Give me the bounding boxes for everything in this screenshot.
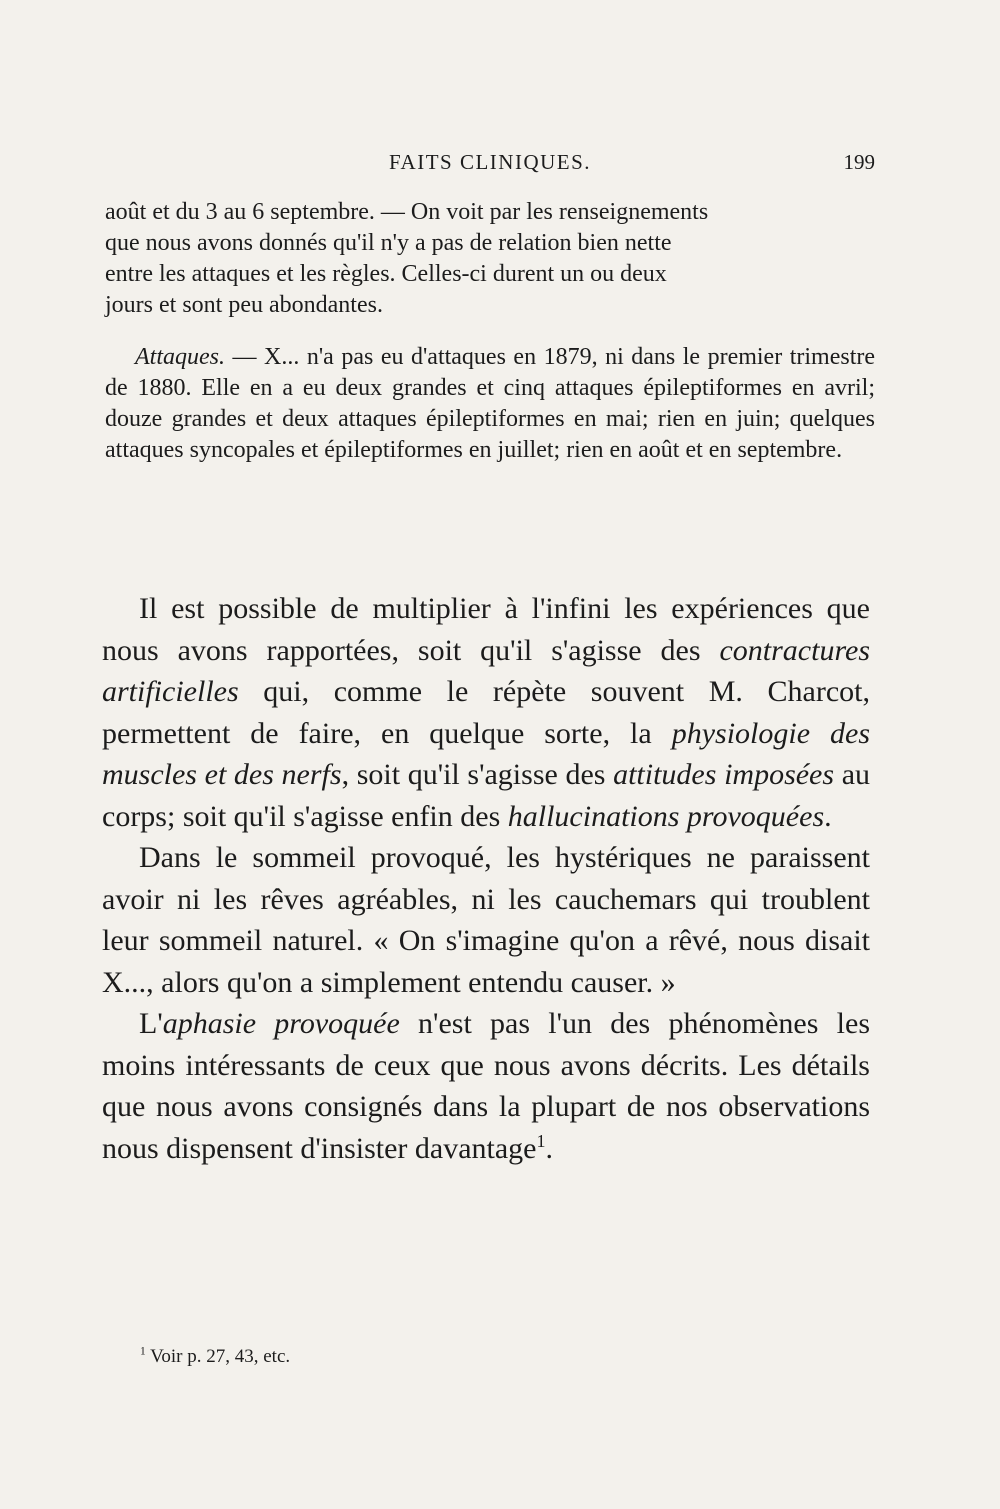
text-run: , soit qu'il s'agisse des	[341, 758, 614, 791]
footnote	[140, 1346, 290, 1368]
emphasis: aphasie provoquée	[162, 1007, 400, 1040]
text-line: jours et sont peu abondantes.	[105, 292, 383, 318]
paragraph-aphasie	[102, 1003, 870, 1169]
text-run: L'	[139, 1007, 163, 1040]
footnote-text: Voir p. 27, 43, etc.	[145, 1346, 291, 1367]
emphasis: contractures artificielles	[102, 633, 870, 708]
text-run: n'est pas l'un des phénomènes les moins intéressants de ceux que nous avons décrits. Les détails que nous avons consignés dans la plupart de nos observations nous dispensent d'insister davantage	[102, 1007, 870, 1165]
attaques-body: — X... n'a pas eu d'attaques en 1879, ni dans le premier trimestre de 1880. Elle en a eu deux grandes et cinq attaques épileptiformes en avril; douze grandes et deux attaques épileptiformes en mai; rien en juin; quelques attaques syncopales et épileptiformes en juillet; rien en août et en septembre.	[105, 344, 875, 463]
text-line: août et du 3 au 6 septembre. — On voit par les renseignements	[105, 199, 709, 225]
running-header	[105, 150, 875, 186]
text-line: entre les attaques et les règles. Celles-ci durent un ou deux	[105, 261, 667, 287]
text-run: Il est possible de multiplier à l'infini les expériences que nous avons rapportées, soit qu'il s'agisse des	[102, 592, 870, 667]
text-run: au corps; soit qu'il s'agisse enfin des	[102, 758, 871, 833]
emphasis: physiologie des muscles et des nerfs	[102, 716, 870, 791]
text-line: que nous avons donnés qu'il n'y a pas de relation bien nette	[105, 230, 672, 256]
footnote-ref: 1	[536, 1130, 546, 1151]
continued-paragraph	[105, 197, 875, 321]
attaques-text	[105, 342, 875, 466]
running-title: FAITS CLINIQUES.	[388, 150, 592, 174]
emphasis: hallucinations provoquées	[507, 799, 825, 833]
paragraph-sommeil: Dans le sommeil provoqué, les hystériques ne paraissent avoir ni les rêves agréables, ni les cauchemars qui troublent leur sommeil naturel. « On s'imagine qu'on a rêvé, nous disait X..., alors qu'on a simplement entendu causer. »	[102, 841, 870, 999]
text-run: .	[545, 1131, 553, 1165]
text-run: .	[824, 799, 832, 833]
paragraph-experiences	[102, 588, 870, 837]
page-number: 199	[843, 150, 875, 174]
main-text	[102, 588, 870, 1169]
text-run: qui, comme le répète souvent M. Charcot, permettent de faire, en quelque sorte, la	[102, 675, 870, 750]
attaques-label: Attaques.	[135, 344, 225, 370]
footnote-marker: 1	[140, 1345, 146, 1358]
emphasis: attitudes imposées	[613, 758, 835, 791]
attaques-paragraph	[105, 342, 875, 466]
